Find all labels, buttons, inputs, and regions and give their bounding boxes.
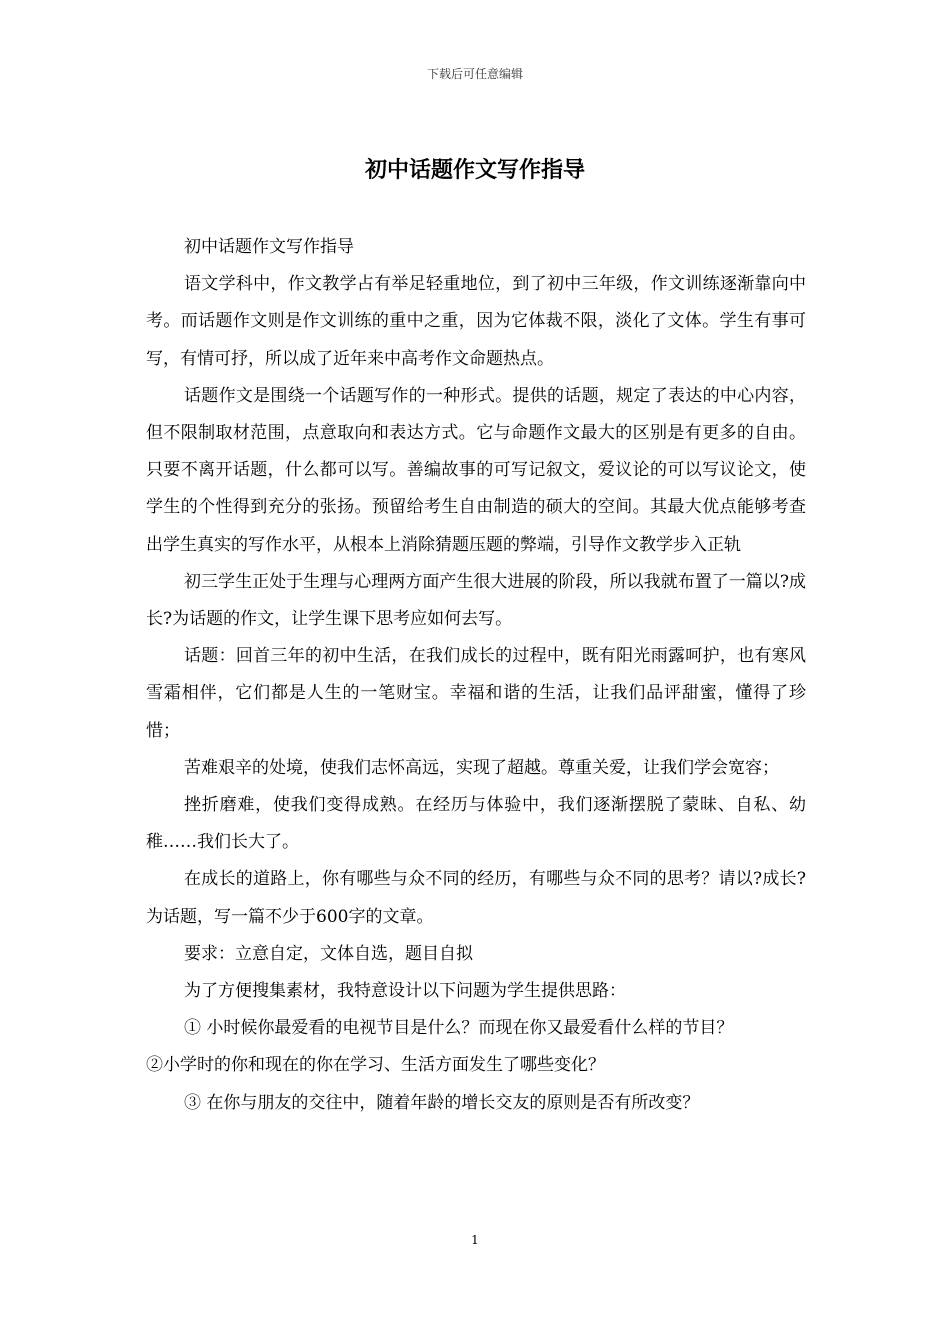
paragraph-requirements: 要求：立意自定，文体自选，题目自拟 [184, 943, 473, 964]
page-header: 下载后可任意编辑 [426, 67, 523, 81]
question-item: ① 小时候你最爱看的电视节目是什么？而现在你又最爱看什么样的节目？ [184, 1018, 734, 1039]
paragraph: 话题：回首三年的初中生活，在我们成长的过程中，既有阳光雨露呵护，也有寒风雪霜相伴，它们都是人生的一笔财宝。幸福和谐的生活，让我们品评甜蜜，懂得了珍惜； [146, 646, 806, 741]
paragraph: 苦难艰辛的处境，使我们志怀高远，实现了超越。尊重关爱，让我们学会宽容； [184, 757, 779, 778]
page-number: 1 [471, 1233, 479, 1247]
paragraph-subtitle: 初中话题作文写作指导 [184, 237, 354, 257]
question-item: ③ 在你与朋友的交往中，随着年龄的增长交友的原则是否有所改变？ [184, 1092, 700, 1113]
paragraph: 为了方便搜集素材，我特意设计以下问题为学生提供思路： [184, 981, 626, 1002]
paragraph: 语文学科中，作文教学占有举足轻重地位，到了初中三年级，作文训练逐渐靠向中考。而话题作文则是作文训练的重中之重，因为它体裁不限，淡化了文体。学生有事可写，有情可抒，所以成了近年来中高考作文命题热点。 [146, 274, 806, 369]
paragraph: 挫折磨难，使我们变得成熟。在经历与体验中，我们逐渐摆脱了蒙昧、自私、幼稚……我们长大了。 [146, 795, 806, 853]
paragraph: 初三学生正处于生理与心理两方面产生很大进展的阶段，所以我就布置了一篇以?成长?为话题的作文，让学生课下思考应如何去写。 [146, 571, 806, 630]
document-title: 初中话题作文写作指导 [364, 157, 585, 183]
document-body [146, 229, 806, 1122]
paragraph: 话题作文是围绕一个话题写作的一种形式。提供的话题，规定了表达的中心内容，但不限制取材范围，点意取向和表达方式。它与命题作文最大的区别是有更多的自由。只要不离开话题，什么都可以写。善编故事的可写记叙文，爱议论的可以写议论文，使学生的个性得到充分的张扬。预留给考生自由制造的硕大的空间。其最大优点能够考查出学生真实的写作水平，从根本上消除猜题压题的弊端，引导作文教学步入正轨 [146, 385, 806, 555]
paragraph: 在成长的道路上，你有哪些与众不同的经历，有哪些与众不同的思考？请以?成长?为话题，写一篇不少于600字的文章。 [146, 869, 806, 927]
question-item: ②小学时的你和现在的你在学习、生活方面发生了哪些变化？ [146, 1055, 605, 1076]
